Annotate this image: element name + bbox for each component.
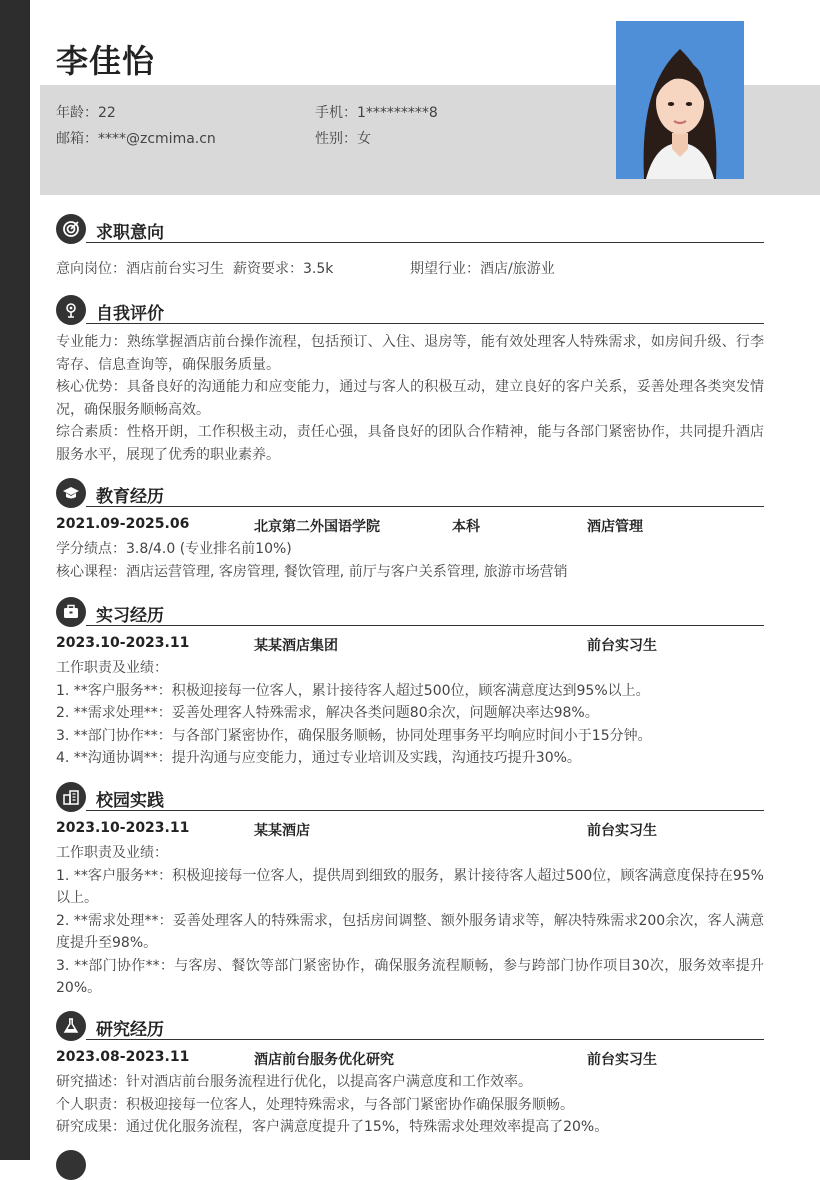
- research-date: 2023.08-2023.11: [56, 1049, 190, 1065]
- intent-industry: 期望行业：酒店/旅游业: [410, 261, 555, 277]
- phone-info: 手机：1*********8: [315, 105, 438, 121]
- internship-detail: 工作职责及业绩：: [56, 660, 168, 676]
- section-divider: [86, 506, 764, 507]
- campus-org: 某某酒店: [254, 823, 310, 839]
- education-degree: 本科: [452, 519, 480, 535]
- section-title: 自我评价: [96, 304, 164, 324]
- briefcase-icon: [56, 597, 86, 627]
- section-divider: [86, 625, 764, 626]
- research-role: 前台实习生: [587, 1052, 657, 1068]
- intent-salary: 薪资要求：3.5k: [233, 261, 334, 277]
- internship-date: 2023.10-2023.11: [56, 635, 190, 651]
- graduation-cap-icon: [56, 478, 86, 508]
- section-divider: [86, 242, 764, 243]
- section-title: 实习经历: [96, 606, 164, 626]
- target-icon: [56, 214, 86, 244]
- self-eval-paragraph: 核心优势：具备良好的沟通能力和应变能力，通过与客人的积极互动，建立良好的客户关系，妥善处理各类突发情况，确保服务顺畅高效。: [56, 379, 764, 418]
- campus-detail: 2. **需求处理**：妥善处理客人的特殊需求，包括房间调整、额外服务请求等，解决特殊需求200余次，客人满意度提升至98%。: [56, 912, 764, 951]
- section-education: [56, 478, 764, 583]
- campus-detail: 3. **部门协作**：与客房、餐饮等部门紧密协作，确保服务流程顺畅，参与跨部门协作项目30次，服务效率提升20%。: [56, 957, 764, 996]
- campus-detail: 1. **客户服务**：积极迎接每一位客人，提供周到细致的服务，累计接待客人超过500位，顾客满意度保持在95%以上。: [56, 867, 764, 906]
- section-job-intent: [56, 214, 764, 280]
- research-detail: 研究描述：针对酒店前台服务流程进行优化，以提高客户满意度和工作效率。: [56, 1074, 532, 1090]
- section-internship: [56, 597, 764, 770]
- internship-org: 某某酒店集团: [254, 638, 338, 654]
- internship-detail: 4. **沟通协调**：提升沟通与应变能力，通过专业培训及实践，沟通技巧提升30%。: [56, 750, 581, 766]
- profile-photo: [616, 21, 744, 179]
- campus-role: 前台实习生: [587, 823, 657, 839]
- section-divider: [86, 323, 764, 324]
- buildings-icon: [56, 782, 86, 812]
- section-research: [56, 1011, 764, 1139]
- candidate-name: 李佳怡: [56, 42, 156, 80]
- gender-info: 性别：女: [315, 131, 371, 147]
- education-date: 2021.09-2025.06: [56, 516, 190, 532]
- left-sidebar: [0, 0, 30, 1160]
- section-divider: [86, 810, 764, 811]
- research-detail: 个人职责：积极迎接每一位客人，处理特殊需求，与各部门紧密协作确保服务顺畅。: [56, 1096, 574, 1113]
- internship-detail: 2. **需求处理**：妥善处理客人特殊需求，解决各类问题80余次，问题解决率达98%。: [56, 705, 599, 721]
- section-divider: [86, 1039, 764, 1040]
- email-info: 邮箱：****@zcmima.cn: [56, 131, 216, 147]
- campus-date: 2023.10-2023.11: [56, 820, 190, 836]
- section-self-evaluation: [56, 295, 764, 466]
- flower-icon: [56, 295, 86, 325]
- research-detail: 研究成果：通过优化服务流程，客户满意度提升了15%，特殊需求处理效率提高了20%。: [56, 1119, 609, 1135]
- internship-detail: 1. **客户服务**：积极迎接每一位客人，累计接待客人超过500位，顾客满意度达到95%以上。: [56, 682, 650, 699]
- education-school: 北京第二外国语学院: [254, 519, 380, 535]
- section-title: 校园实践: [96, 791, 164, 811]
- section-title: 求职意向: [96, 223, 164, 243]
- internship-role: 前台实习生: [587, 638, 657, 654]
- flask-icon: [56, 1011, 86, 1041]
- section-title: 研究经历: [96, 1020, 164, 1040]
- research-topic: 酒店前台服务优化研究: [254, 1052, 394, 1068]
- education-detail: 学分绩点：3.8/4.0 (专业排名前10%): [56, 541, 292, 557]
- next-section-icon: [56, 1150, 86, 1180]
- section-title: 教育经历: [96, 487, 164, 507]
- campus-detail: 工作职责及业绩：: [56, 845, 168, 861]
- self-eval-paragraph: 专业能力：熟练掌握酒店前台操作流程，包括预订、入住、退房等，能有效处理客人特殊需求，如房间升级、行李寄存、信息查询等，确保服务质量。: [56, 334, 764, 373]
- age-info: 年龄：22: [56, 105, 116, 121]
- section-campus-practice: [56, 782, 764, 1000]
- self-eval-paragraph: 综合素质：性格开朗，工作积极主动，责任心强，具备良好的团队合作精神，能与各部门紧密协作，共同提升酒店服务水平，展现了优秀的职业素养。: [56, 424, 764, 463]
- education-major: 酒店管理: [587, 519, 643, 535]
- intent-position: 意向岗位：酒店前台实习生: [56, 261, 224, 277]
- education-detail: 核心课程：酒店运营管理, 客房管理, 餐饮管理, 前厅与客户关系管理, 旅游市场营销: [56, 563, 568, 580]
- internship-detail: 3. **部门协作**：与各部门紧密协作，确保服务顺畅，协同处理事务平均响应时间小于15分钟。: [56, 727, 652, 744]
